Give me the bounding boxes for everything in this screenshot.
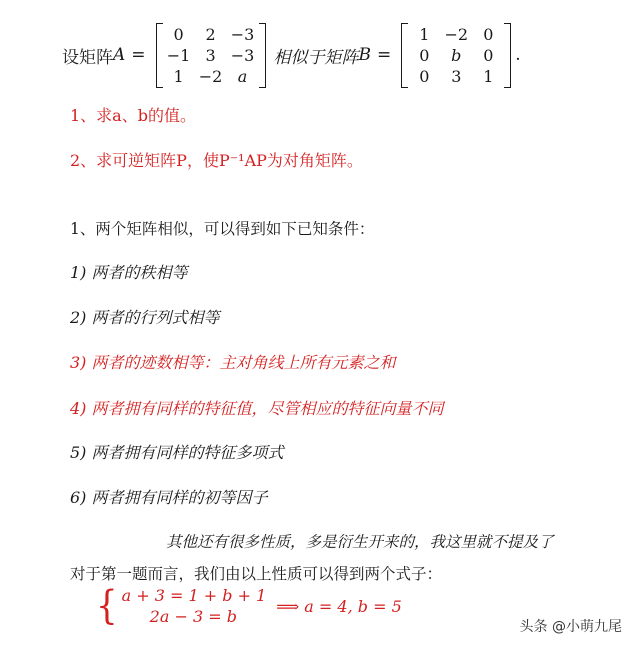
matrix-cell: 3 — [451, 66, 462, 86]
equation-system — [96, 585, 402, 627]
matrix-cell: 2 — [205, 24, 216, 44]
matrix-cell: −2 — [198, 66, 223, 86]
matrix-a-grid — [163, 23, 259, 88]
first-question-line: 对于第一题而言，我们由以上性质可以得到两个式子： — [70, 565, 443, 583]
left-brace: { — [96, 583, 118, 629]
matrix-b-grid — [408, 23, 504, 88]
matrix-a — [156, 23, 266, 88]
condition-item: 6) 两者拥有同样的初等因子 — [70, 488, 268, 507]
equation-2: 2a − 3 = b — [149, 607, 237, 626]
equation-1: a + 3 = 1 + b + 1 — [121, 586, 267, 605]
matrix-b-right-bracket — [504, 23, 511, 88]
note-line: 其他还有很多性质，多是衍生开来的，我这里就不提及了 — [166, 533, 554, 551]
condition-item: 1) 两者的秩相等 — [70, 263, 188, 282]
question-1: 1、求a、b的值。 — [70, 106, 196, 125]
matrix-cell: 3 — [205, 45, 216, 65]
matrix-cell: 1 — [419, 24, 430, 44]
problem-middle: 相似于矩阵 — [273, 47, 359, 68]
matrix-cell: 0 — [419, 66, 430, 86]
matrix-cell: 0 — [483, 24, 494, 44]
equals-sign-b: = — [377, 45, 392, 65]
matrix-cell: −1 — [166, 45, 191, 65]
intro-line: 1、两个矩阵相似，可以得到如下已知条件： — [70, 220, 375, 238]
matrix-cell: 0 — [173, 24, 184, 44]
watermark: 头条 @小萌九尾 — [519, 619, 622, 635]
matrix-cell: −3 — [230, 24, 255, 44]
equation-result: ⟹ a = 4, b = 5 — [276, 596, 402, 616]
matrix-cell: b — [451, 45, 462, 65]
matrix-a-left-bracket — [156, 23, 163, 88]
matrix-cell: 1 — [483, 66, 494, 86]
matrix-cell: 0 — [419, 45, 430, 65]
matrix-cell: −3 — [230, 45, 255, 65]
condition-item: 3) 两者的迹数相等：主对角线上所有元素之和 — [70, 353, 396, 372]
equations — [122, 585, 267, 627]
matrix-cell: −2 — [444, 24, 469, 44]
question-2: 2、求可逆矩阵P，使P⁻¹AP为对角矩阵。 — [70, 151, 363, 170]
problem-statement — [62, 22, 521, 88]
matrix-cell: 0 — [483, 45, 494, 65]
condition-item: 4) 两者拥有同样的特征值，尽管相应的特征向量不同 — [70, 399, 444, 418]
matrix-cell: a — [237, 66, 248, 86]
condition-item: 2) 两者的行列式相等 — [70, 308, 220, 327]
matrix-cell: 1 — [173, 66, 184, 86]
equals-sign-a: = — [131, 45, 146, 65]
matrix-b-left-bracket — [401, 23, 408, 88]
problem-prefix: 设矩阵 — [62, 47, 113, 68]
condition-item: 5) 两者拥有同样的特征多项式 — [70, 443, 284, 462]
matrix-a-name: A — [113, 45, 126, 65]
matrix-a-right-bracket — [259, 23, 266, 88]
matrix-b — [401, 23, 511, 88]
matrix-b-name: B — [358, 45, 372, 65]
problem-end: . — [515, 45, 521, 65]
